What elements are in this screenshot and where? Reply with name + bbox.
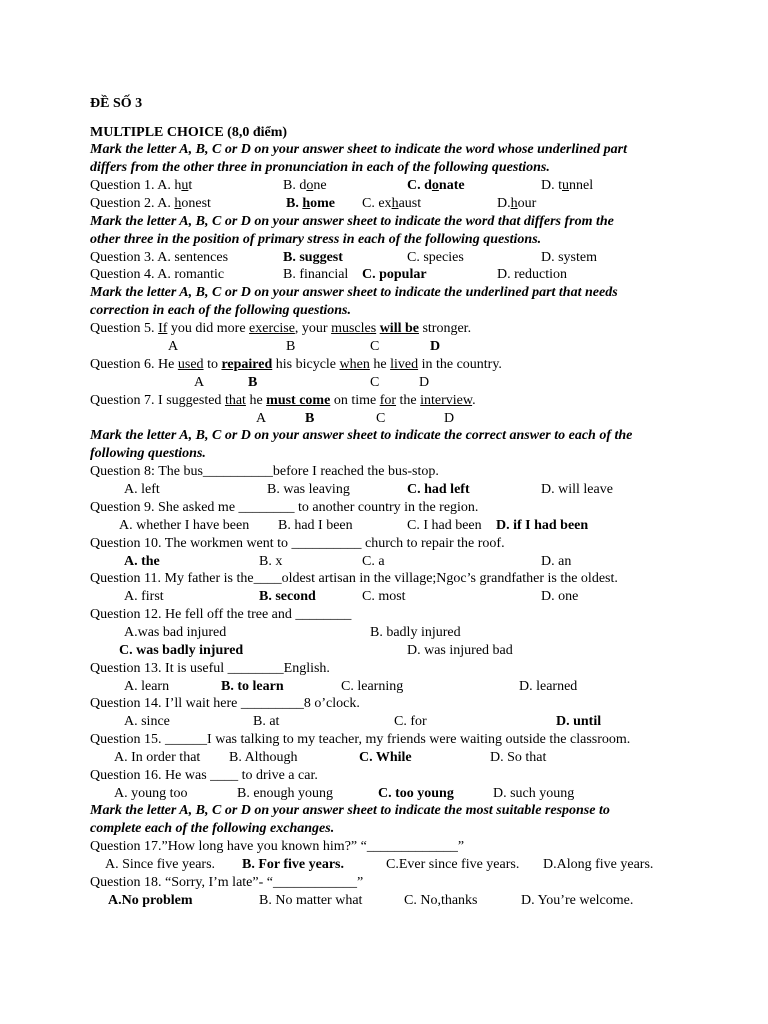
q8-option-b[interactable]: B. was leaving	[267, 482, 350, 497]
question-3: Question 3. A. sentences	[90, 250, 229, 265]
q18-option-d[interactable]: D. You’re welcome.	[521, 893, 634, 908]
q5-label-a[interactable]: A	[168, 339, 179, 354]
q12-option-a[interactable]: A.was bad injured	[124, 625, 227, 640]
q10-option-b[interactable]: B. x	[259, 554, 283, 569]
q17-option-b[interactable]: B. For five years.	[242, 857, 344, 872]
q7-label-d[interactable]: D	[444, 411, 455, 426]
q10-option-a[interactable]: A. the	[124, 554, 160, 569]
q17-option-c[interactable]: C.Ever since five years.	[386, 857, 520, 872]
q6-label-b[interactable]: B	[248, 375, 258, 390]
question-14: Question 14. I’ll wait here _________8 o’clock.	[90, 696, 360, 711]
q15-option-c[interactable]: C. While	[359, 750, 412, 765]
q18-option-a[interactable]: A.No problem	[108, 893, 193, 908]
question-10: Question 10. The workmen went to __________ church to repair the roof.	[90, 536, 505, 551]
instruction-3-line-1: Mark the letter A, B, C or D on your answer sheet to indicate the underlined part that needs	[90, 285, 618, 300]
section-heading: MULTIPLE CHOICE (8,0 điểm)	[90, 125, 288, 140]
q1-option-c[interactable]: C. donate	[407, 178, 465, 193]
q18-option-c[interactable]: C. No,thanks	[404, 893, 478, 908]
question-4: Question 4. A. romantic	[90, 267, 225, 282]
q3-option-b[interactable]: B. suggest	[283, 250, 343, 265]
q5-label-c[interactable]: C	[370, 339, 380, 354]
q13-option-b[interactable]: B. to learn	[221, 679, 284, 694]
q9-option-c[interactable]: C. I had been	[407, 518, 482, 533]
question-7: Question 7. I suggested that he must come on time for the interview.	[90, 393, 476, 408]
q13-option-c[interactable]: C. learning	[341, 679, 404, 694]
q18-option-b[interactable]: B. No matter what	[259, 893, 363, 908]
q9-option-b[interactable]: B. had I been	[278, 518, 353, 533]
q3-option-d[interactable]: D. system	[541, 250, 597, 265]
q5-label-d[interactable]: D	[430, 339, 441, 354]
instruction-2-line-2: other three in the position of primary stress in each of the following questions.	[90, 232, 542, 247]
instruction-1-line-2: differs from the other three in pronunciation in each of the following questions.	[90, 160, 550, 175]
q4-option-c[interactable]: C. popular	[362, 267, 427, 282]
q17-option-d[interactable]: D.Along five years.	[543, 857, 654, 872]
question-5: Question 5. If you did more exercise, your muscles will be stronger.	[90, 321, 472, 336]
q11-option-d[interactable]: D. one	[541, 589, 579, 604]
q16-option-d[interactable]: D. such young	[493, 786, 575, 801]
q6-label-a[interactable]: A	[194, 375, 205, 390]
q8-option-c[interactable]: C. had left	[407, 482, 470, 497]
q9-option-d[interactable]: D. if I had been	[496, 518, 589, 533]
question-1: Question 1. A. hut	[90, 178, 193, 193]
q11-option-a[interactable]: A. first	[124, 589, 164, 604]
q7-label-b[interactable]: B	[305, 411, 315, 426]
q8-option-d[interactable]: D. will leave	[541, 482, 613, 497]
question-11: Question 11. My father is the____oldest artisan in the village;Ngoc’s grandfather is the oldest.	[90, 571, 618, 586]
q14-option-a[interactable]: A. since	[124, 714, 170, 729]
q11-option-c[interactable]: C. most	[362, 589, 406, 604]
q2-option-d[interactable]: D.hour	[497, 196, 537, 211]
q16-option-c[interactable]: C. too young	[378, 786, 454, 801]
q10-option-d[interactable]: D. an	[541, 554, 572, 569]
q15-option-a[interactable]: A. In order that	[114, 750, 201, 765]
q10-option-c[interactable]: C. a	[362, 554, 385, 569]
instruction-1-line-1: Mark the letter A, B, C or D on your answer sheet to indicate the word whose underlined part	[90, 142, 627, 157]
q14-option-c[interactable]: C. for	[394, 714, 427, 729]
q2-option-c[interactable]: C. exhaust	[362, 196, 422, 211]
q17-option-a[interactable]: A. Since five years.	[105, 857, 216, 872]
q14-option-d[interactable]: D. until	[556, 714, 602, 729]
question-18: Question 18. “Sorry, I’m late”- “____________”	[90, 875, 364, 890]
q14-option-b[interactable]: B. at	[253, 714, 280, 729]
question-2: Question 2. A. honest	[90, 196, 211, 211]
q12-option-d[interactable]: D. was injured bad	[407, 643, 513, 658]
instruction-5-line-2: complete each of the following exchanges.	[90, 821, 335, 836]
q2-option-b[interactable]: B. home	[286, 196, 336, 211]
instruction-4-line-1: Mark the letter A, B, C or D on your answer sheet to indicate the correct answer to each of the	[90, 428, 633, 443]
question-17: Question 17.”How long have you known him?” “_____________”	[90, 839, 465, 854]
q16-option-b[interactable]: B. enough young	[237, 786, 334, 801]
question-9: Question 9. She asked me ________ to another country in the region.	[90, 500, 479, 515]
q6-label-d[interactable]: D	[419, 375, 430, 390]
instruction-5-line-1: Mark the letter A, B, C or D on your answer sheet to indicate the most suitable response to	[90, 803, 610, 818]
instruction-2-line-1: Mark the letter A, B, C or D on your answer sheet to indicate the word that differs from the	[90, 214, 614, 229]
q15-option-d[interactable]: D. So that	[490, 750, 547, 765]
question-6: Question 6. He used to repaired his bicycle when he lived in the country.	[90, 357, 502, 372]
q12-option-c[interactable]: C. was badly injured	[119, 643, 244, 658]
q13-option-a[interactable]: A. learn	[124, 679, 170, 694]
instruction-3-line-2: correction in each of the following questions.	[90, 303, 351, 318]
q3-option-c[interactable]: C. species	[407, 250, 464, 265]
q4-option-b[interactable]: B. financial	[283, 267, 349, 282]
exam-title: ĐỀ SỐ 3	[90, 96, 143, 111]
q5-label-b[interactable]: B	[286, 339, 296, 354]
q16-option-a[interactable]: A. young too	[114, 786, 188, 801]
q1-option-b[interactable]: B. done	[283, 178, 327, 193]
q6-label-c[interactable]: C	[370, 375, 380, 390]
q1-option-d[interactable]: D. tunnel	[541, 178, 594, 193]
q13-option-d[interactable]: D. learned	[519, 679, 578, 694]
q7-label-c[interactable]: C	[376, 411, 386, 426]
question-12: Question 12. He fell off the tree and ________	[90, 607, 352, 622]
instruction-4-line-2: following questions.	[90, 446, 206, 461]
question-15: Question 15. ______I was talking to my teacher, my friends were waiting outside the classroom.	[90, 732, 631, 747]
q7-label-a[interactable]: A	[256, 411, 267, 426]
question-16: Question 16. He was ____ to drive a car.	[90, 768, 318, 783]
q11-option-b[interactable]: B. second	[259, 589, 316, 604]
question-13: Question 13. It is useful ________English.	[90, 661, 330, 676]
q4-option-d[interactable]: D. reduction	[497, 267, 567, 282]
q12-option-b[interactable]: B. badly injured	[370, 625, 461, 640]
question-8: Question 8: The bus__________before I reached the bus-stop.	[90, 464, 439, 479]
q9-option-a[interactable]: A. whether I have been	[119, 518, 250, 533]
q8-option-a[interactable]: A. left	[124, 482, 160, 497]
q15-option-b[interactable]: B. Although	[229, 750, 298, 765]
